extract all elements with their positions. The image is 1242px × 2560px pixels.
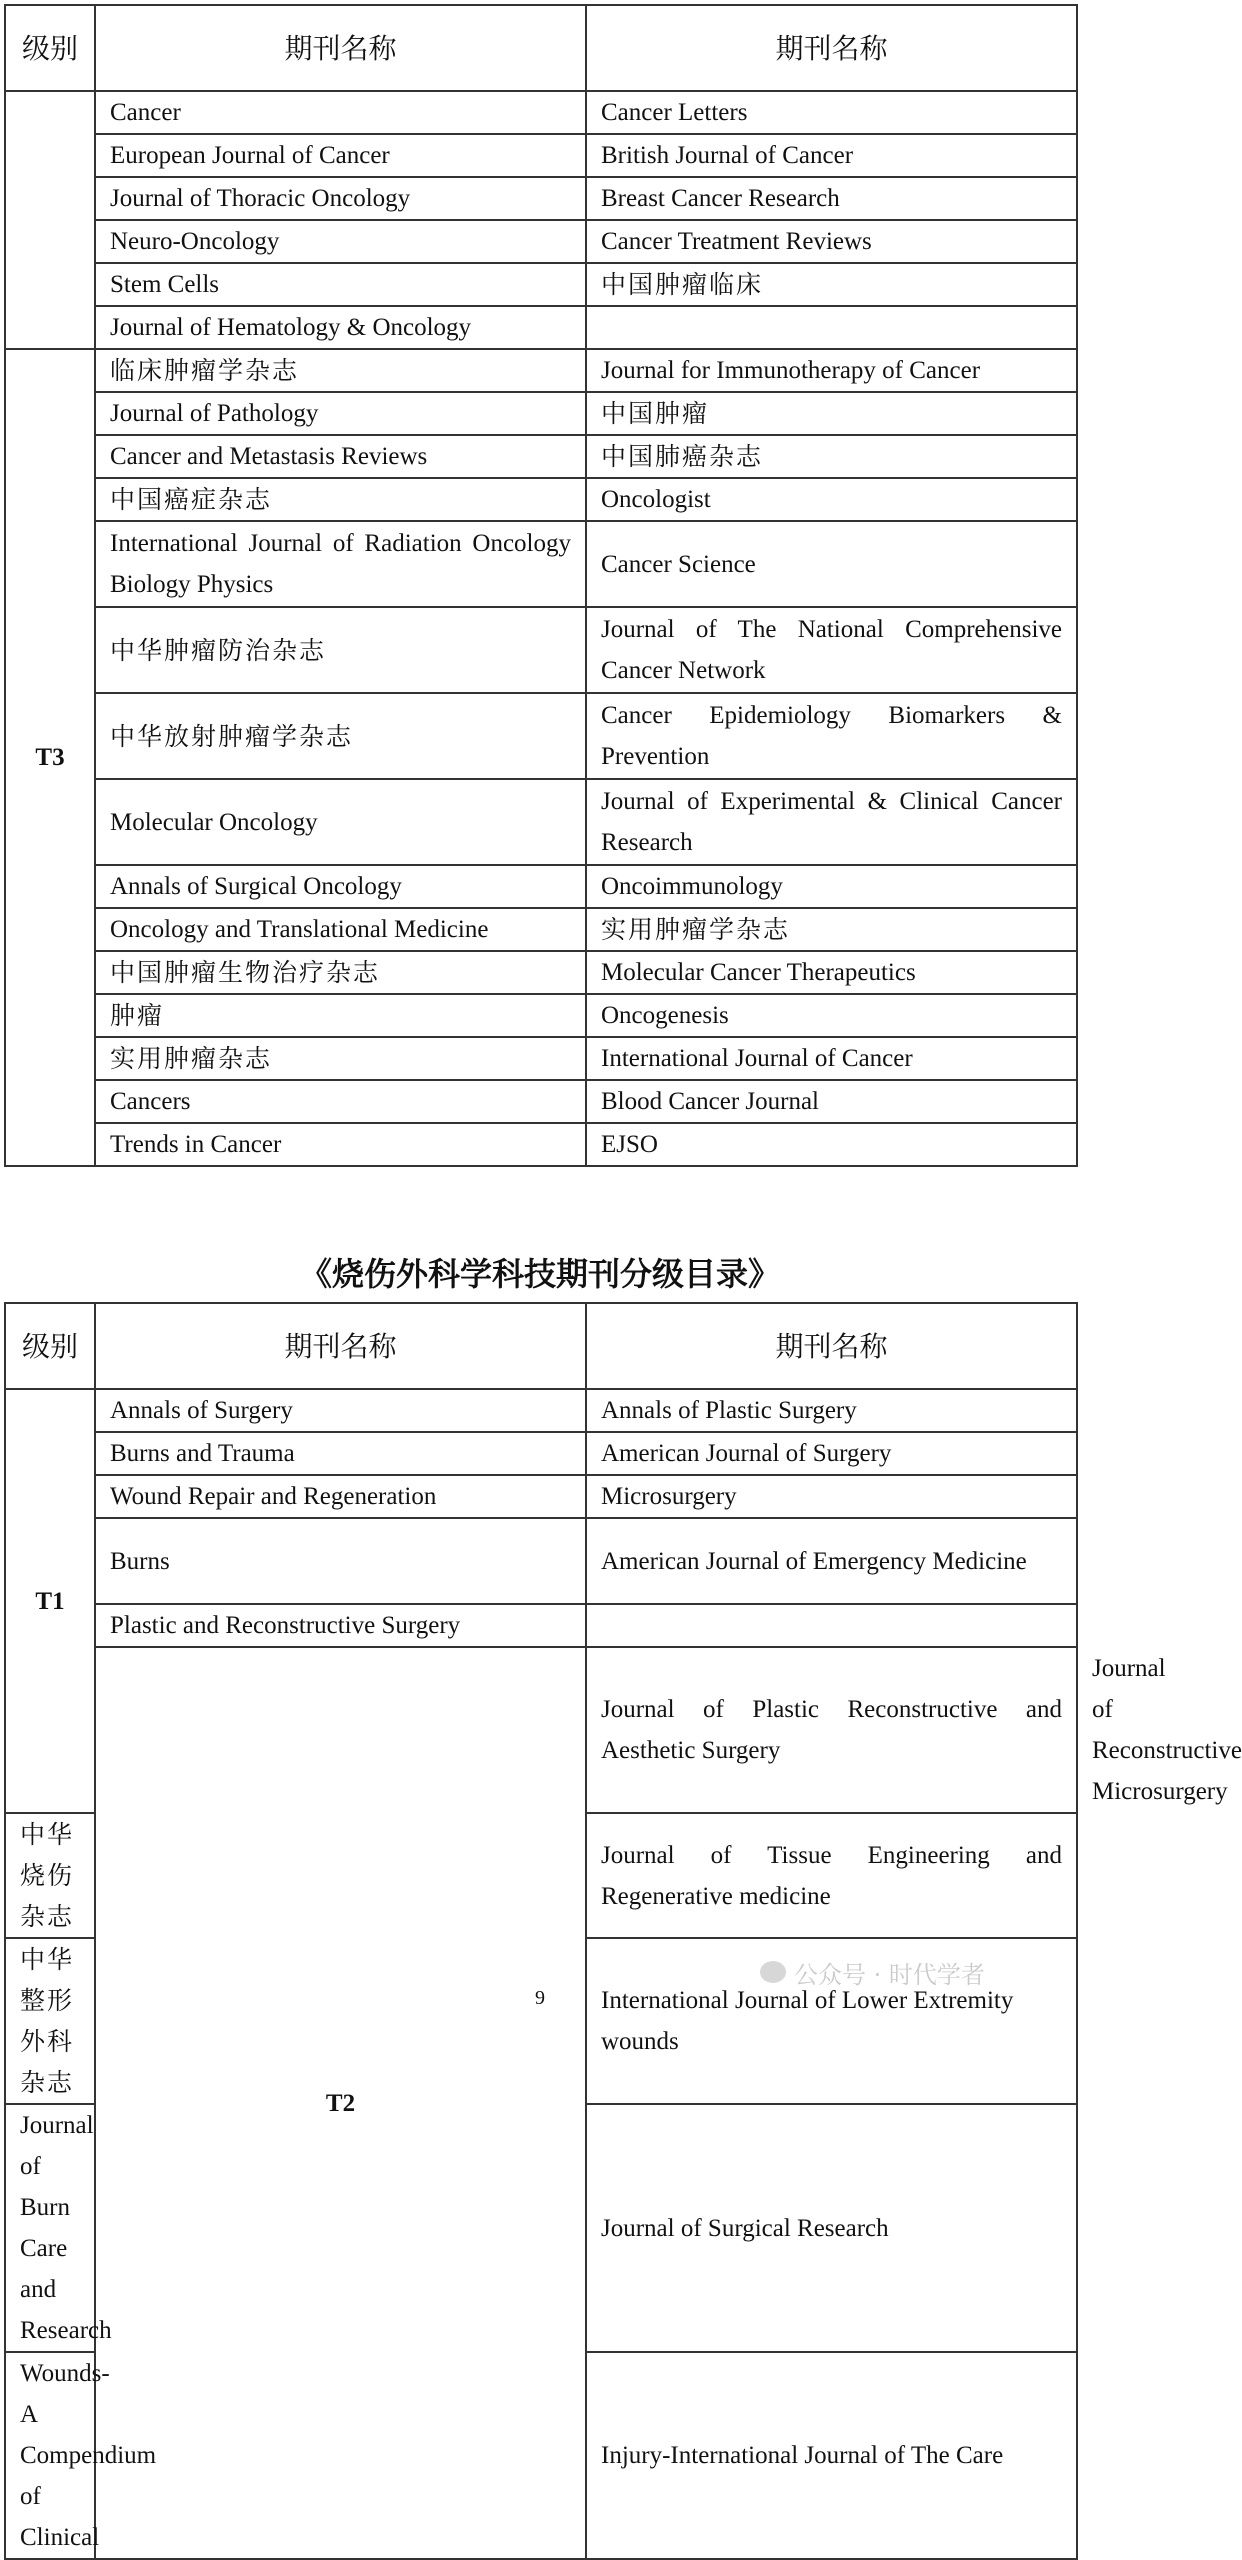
header-journal-name: 期刊名称 <box>95 5 586 91</box>
table-row <box>5 263 1077 306</box>
table-row <box>5 392 1077 435</box>
journal-cell: Journal of Tissue Engineering and Regenerative medicine <box>586 1813 1077 1938</box>
journal-cell: Oncologist <box>586 478 1077 521</box>
journal-cell: Journal of Hematology & Oncology <box>95 306 586 349</box>
table-row <box>5 349 1077 392</box>
journal-cell: 中国肺癌杂志 <box>586 435 1077 478</box>
journal-cell: 实用肿瘤杂志 <box>95 1037 586 1080</box>
journal-cell: Annals of Surgical Oncology <box>95 865 586 908</box>
journal-cell: Blood Cancer Journal <box>586 1080 1077 1123</box>
journal-cell: 中国肿瘤生物治疗杂志 <box>95 951 586 994</box>
burn-surgery-journal-table <box>4 1302 1242 2560</box>
journal-cell: International Journal of Radiation Oncology Biology Physics <box>95 521 586 607</box>
table-row <box>5 1604 1077 1647</box>
journal-cell: Cancer Letters <box>586 91 1077 134</box>
journal-cell: Cancer Treatment Reviews <box>586 220 1077 263</box>
page-number: 9 <box>535 1987 545 2009</box>
journal-cell: Annals of Surgery <box>95 1389 586 1432</box>
table-row <box>5 1432 1077 1475</box>
journal-cell: Oncology and Translational Medicine <box>95 908 586 951</box>
journal-cell: Oncogenesis <box>586 994 1077 1037</box>
watermark-text: 公众号 · 时代学者 <box>794 1960 985 1989</box>
journal-cell: 肿瘤 <box>95 994 586 1037</box>
journal-cell: Journal of Experimental & Clinical Cancer Research <box>586 779 1077 865</box>
journal-cell: Cancer Epidemiology Biomarkers & Prevention <box>586 693 1077 779</box>
table-row <box>5 951 1077 994</box>
level-cell: T2 <box>95 1647 586 2559</box>
table-row <box>5 220 1077 263</box>
journal-cell: Annals of Plastic Surgery <box>586 1389 1077 1432</box>
journal-cell: Neuro-Oncology <box>95 220 586 263</box>
table-row <box>5 1037 1077 1080</box>
table-row <box>5 134 1077 177</box>
table-row <box>5 994 1077 1037</box>
journal-cell: Journal for Immunotherapy of Cancer <box>586 349 1077 392</box>
table-row <box>5 478 1077 521</box>
section-title: 《烧伤外科学科技期刊分级目录》 <box>299 1255 780 1293</box>
journal-cell: 中华肿瘤防治杂志 <box>95 607 586 693</box>
journal-cell: 实用肿瘤学杂志 <box>586 908 1077 951</box>
oncology-journal-table <box>4 4 1078 1167</box>
table-row <box>5 1080 1077 1123</box>
header-level: 级别 <box>5 5 95 91</box>
journal-cell: Oncoimmunology <box>586 865 1077 908</box>
journal-cell: Breast Cancer Research <box>586 177 1077 220</box>
header-journal-name: 期刊名称 <box>586 5 1077 91</box>
journal-cell: 中华烧伤杂志 <box>5 1813 95 1938</box>
header-level: 级别 <box>5 1303 95 1389</box>
table-row <box>5 1389 1077 1432</box>
journal-cell: Plastic and Reconstructive Surgery <box>95 1604 586 1647</box>
table-row <box>5 435 1077 478</box>
journal-cell: Microsurgery <box>586 1475 1077 1518</box>
table-row <box>5 908 1077 951</box>
journal-cell: Journal of Burn Care and Research <box>5 2104 95 2352</box>
journal-cell: Cancer <box>95 91 586 134</box>
journal-cell: Stem Cells <box>95 263 586 306</box>
journal-cell: American Journal of Surgery <box>586 1432 1077 1475</box>
table-row <box>5 1518 1077 1604</box>
journal-cell: International Journal of Lower Extremity wounds <box>586 1938 1077 2104</box>
header-journal-name: 期刊名称 <box>586 1303 1077 1389</box>
journal-cell: Burns and Trauma <box>95 1432 586 1475</box>
table-row <box>5 779 1077 865</box>
table-row <box>5 306 1077 349</box>
table-row <box>5 1475 1077 1518</box>
table-row <box>5 607 1077 693</box>
journal-cell: Journal of The National Comprehensive Cancer Network <box>586 607 1077 693</box>
journal-cell: 中国肿瘤 <box>586 392 1077 435</box>
journal-cell: 中华整形外科杂志 <box>5 1938 95 2104</box>
journal-cell: 中国肿瘤临床 <box>586 263 1077 306</box>
level-cell: T1 <box>5 1389 95 1813</box>
watermark <box>760 1954 1080 1990</box>
journal-cell: Trends in Cancer <box>95 1123 586 1166</box>
journal-cell: 中国癌症杂志 <box>95 478 586 521</box>
journal-cell: 临床肿瘤学杂志 <box>95 349 586 392</box>
journal-cell: Journal of Thoracic Oncology <box>95 177 586 220</box>
journal-cell: Cancers <box>95 1080 586 1123</box>
journal-cell: Journal of Plastic Reconstructive and Aesthetic Surgery <box>586 1647 1077 1813</box>
journal-cell: Cancer and Metastasis Reviews <box>95 435 586 478</box>
journal-cell: Wounds-A Compendium of Clinical <box>5 2352 95 2559</box>
journal-cell: International Journal of Cancer <box>586 1037 1077 1080</box>
level-cell: T3 <box>5 349 95 1166</box>
journal-cell: Molecular Oncology <box>95 779 586 865</box>
journal-cell: European Journal of Cancer <box>95 134 586 177</box>
journal-cell: EJSO <box>586 1123 1077 1166</box>
journal-cell <box>586 1604 1077 1647</box>
journal-cell: Journal of Pathology <box>95 392 586 435</box>
journal-cell: Burns <box>95 1518 586 1604</box>
level-cell <box>5 91 95 349</box>
wechat-icon <box>760 1961 786 1983</box>
journal-cell: Injury-International Journal of The Care <box>586 2352 1077 2559</box>
journal-cell <box>586 306 1077 349</box>
table-row <box>5 521 1077 607</box>
table-row <box>5 177 1077 220</box>
journal-cell: Journal of Surgical Research <box>586 2104 1077 2352</box>
journal-cell: American Journal of Emergency Medicine <box>586 1518 1077 1604</box>
table-row <box>5 91 1077 134</box>
table-row <box>5 693 1077 779</box>
table-row: T2 Journal of Plastic Reconstructive and Aesthetic Surgery Journal of Reconstructive Microsurgery <box>5 1647 1077 1813</box>
table-row <box>5 1123 1077 1166</box>
journal-cell: Cancer Science <box>586 521 1077 607</box>
header-journal-name: 期刊名称 <box>95 1303 586 1389</box>
journal-cell: British Journal of Cancer <box>586 134 1077 177</box>
journal-cell: Molecular Cancer Therapeutics <box>586 951 1077 994</box>
journal-cell: Wound Repair and Regeneration <box>95 1475 586 1518</box>
journal-cell: 中华放射肿瘤学杂志 <box>95 693 586 779</box>
table-row <box>5 865 1077 908</box>
